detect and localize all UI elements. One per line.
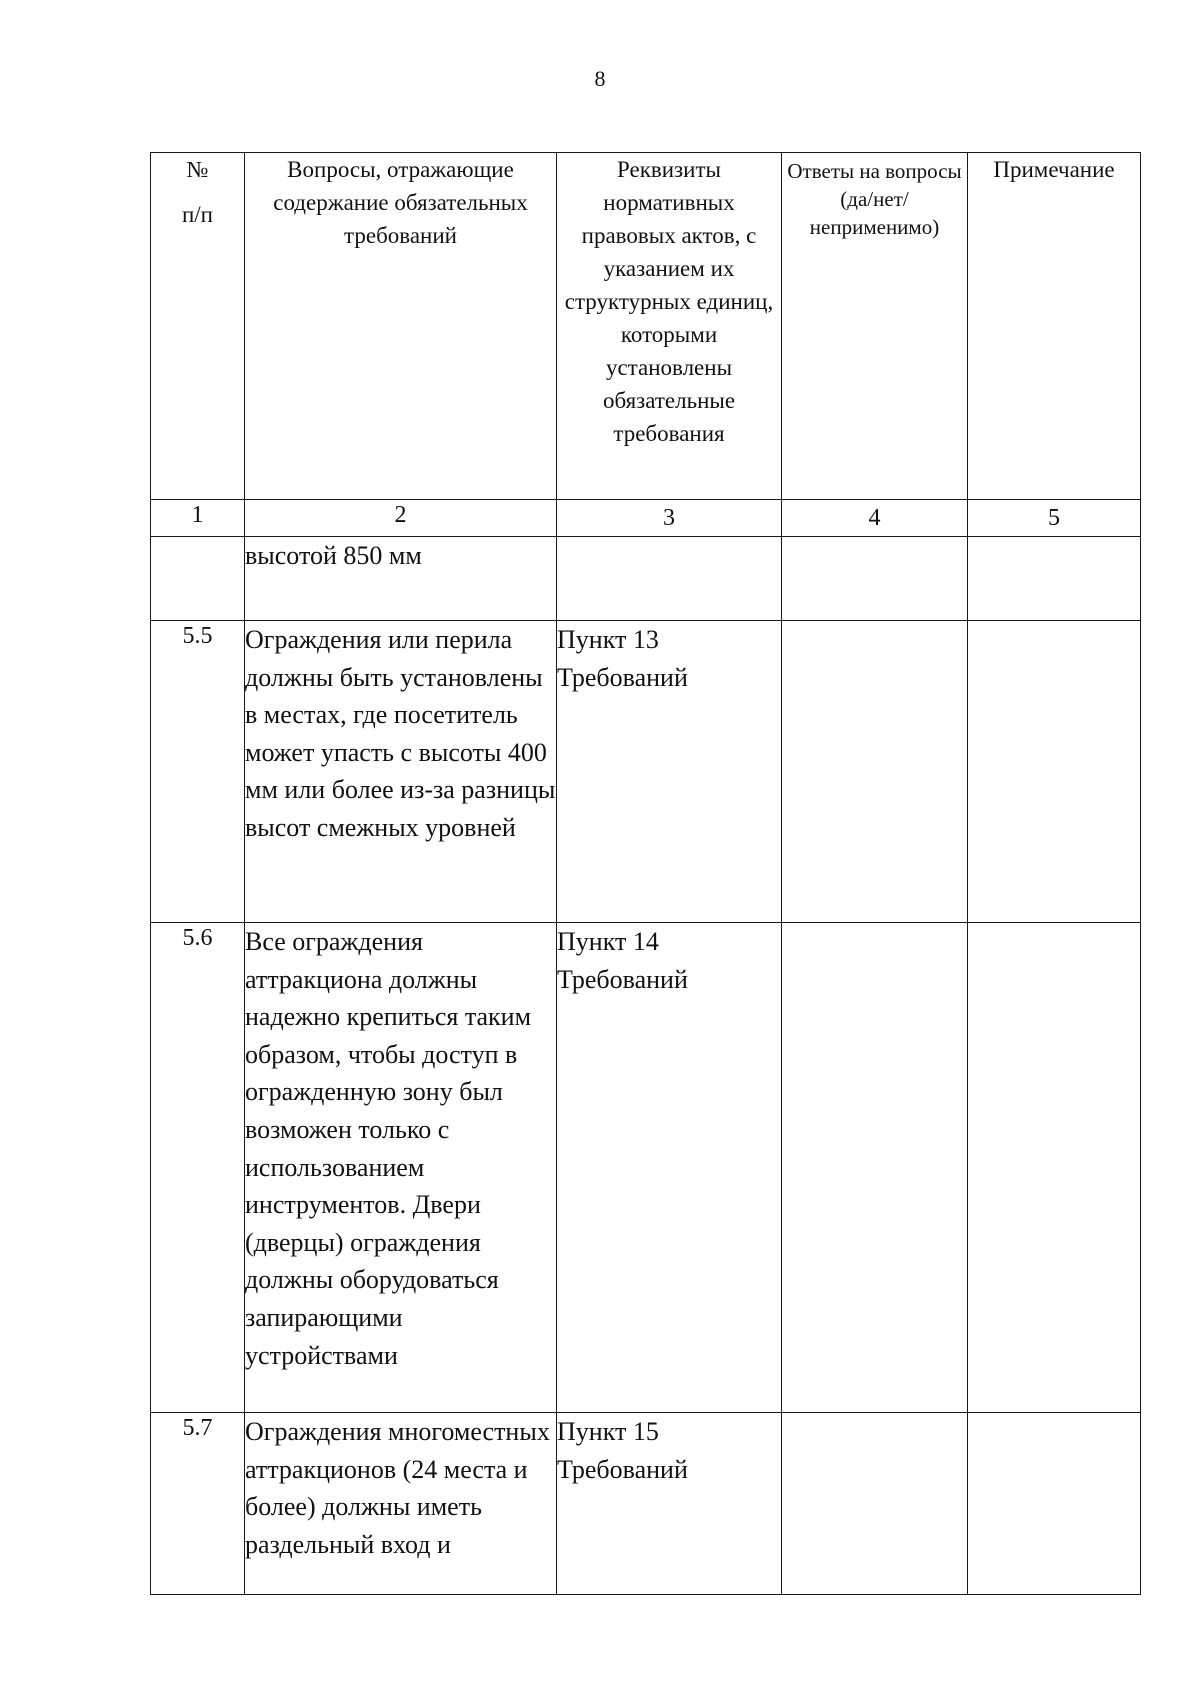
- row-number: 5.5: [151, 621, 245, 923]
- header-answers: Ответы на вопросы (да/нет/ неприменимо): [782, 153, 968, 500]
- row-requisite: Пункт 15 Требований: [557, 1413, 782, 1595]
- header-questions: Вопросы, отражающие содержание обязательных требований: [245, 153, 557, 500]
- row-requisite: Пункт 14 Требований: [557, 923, 782, 1413]
- header-requisites: Реквизиты нормативных правовых актов, с указанием их структурных единиц, которыми установлены обязательные требования: [557, 153, 782, 500]
- table-row: [151, 923, 1141, 1413]
- column-number: 4: [782, 500, 968, 537]
- row-note: [968, 1413, 1141, 1595]
- row-number: 5.6: [151, 923, 245, 1413]
- table-row: [151, 1413, 1141, 1595]
- column-number: 2: [245, 500, 557, 537]
- column-numbers-row: [151, 500, 1141, 537]
- table-row: [151, 621, 1141, 923]
- table-row: [151, 537, 1141, 621]
- row-answer: [782, 923, 968, 1413]
- row-number: [151, 537, 245, 621]
- row-question: Ограждения или перила должны быть установлены в местах, где посетитель может упасть с высоты 400 мм или более из-за разницы высот смежных уровней: [245, 621, 557, 923]
- row-question: Все ограждения аттракциона должны надежно крепиться таким образом, чтобы доступ в огражденную зону был возможен только с использованием инструментов. Двери (дверцы) ограждения должны оборудоваться запирающими устройствами: [245, 923, 557, 1413]
- column-number: 3: [557, 500, 782, 537]
- row-note: [968, 621, 1141, 923]
- page-number: 8: [594, 66, 606, 91]
- header-number: [151, 153, 245, 500]
- row-requisite: [557, 537, 782, 621]
- row-note: [968, 923, 1141, 1413]
- row-number: 5.7: [151, 1413, 245, 1595]
- header-number-symbol: №: [186, 157, 209, 182]
- row-question: высотой 850 мм: [245, 537, 557, 621]
- column-number: 1: [151, 500, 245, 537]
- header-note: Примечание: [968, 153, 1141, 500]
- row-answer: [782, 1413, 968, 1595]
- column-number: 5: [968, 500, 1141, 537]
- header-number-abbrev: п/п: [181, 202, 213, 227]
- row-answer: [782, 621, 968, 923]
- table-header-row: [151, 153, 1141, 500]
- row-question: Ограждения многоместных аттракционов (24 места и более) должны иметь раздельный вход и: [245, 1413, 557, 1595]
- row-answer: [782, 537, 968, 621]
- row-note: [968, 537, 1141, 621]
- row-requisite: Пункт 13 Требований: [557, 621, 782, 923]
- requirements-checklist-table: [150, 152, 1141, 1595]
